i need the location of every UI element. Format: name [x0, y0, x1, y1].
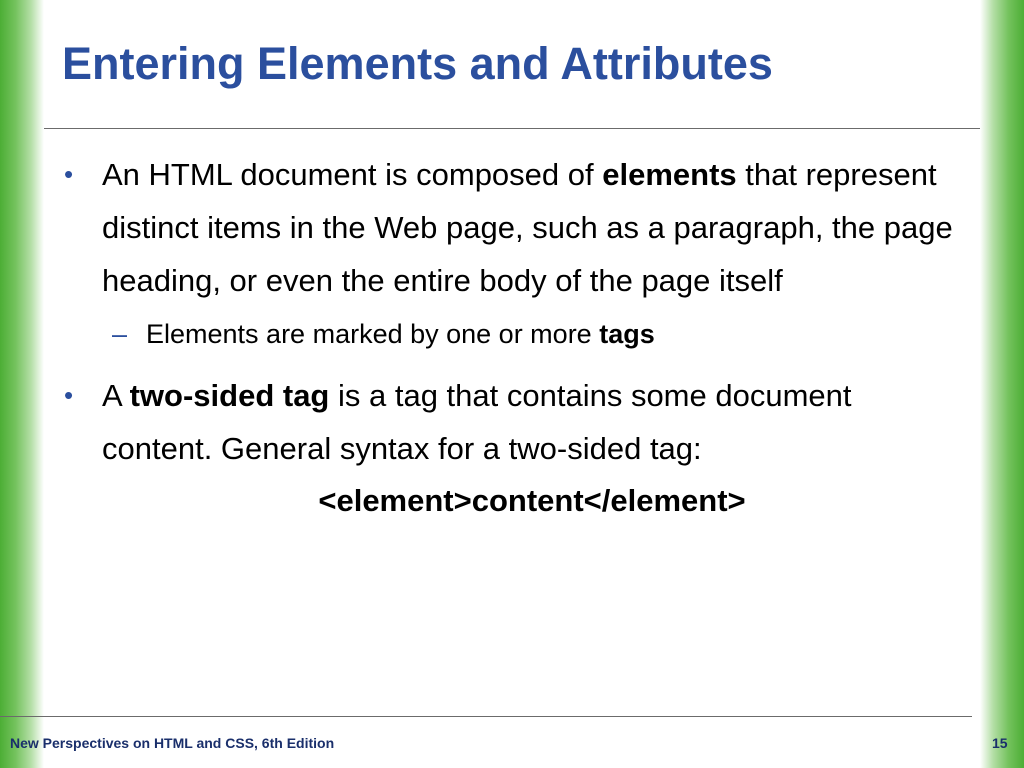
bullet-two-sided-tag — [62, 369, 962, 475]
syntax-example: <element>content</element> — [318, 483, 746, 518]
left-green-bar — [0, 0, 44, 768]
bullet-text-post: is a tag that contains some document content. General syntax for a two-sided tag: — [102, 378, 852, 466]
bullet-marker: • — [64, 159, 74, 189]
bullet-text-pre: An HTML document is composed of — [102, 157, 603, 192]
footer-book-title: New Perspectives on HTML and CSS, 6th Edition — [10, 735, 335, 751]
sub-bullet-text-bold: tags — [599, 319, 655, 349]
bullet-text-bold: elements — [602, 157, 737, 192]
sub-bullet-tags — [62, 313, 962, 355]
bullet-elements — [62, 148, 962, 307]
bullet-text-post: that represent distinct items in the Web page, such as a paragraph, the page heading, or even the entire body of the page itself — [102, 157, 953, 298]
footer-page-number: 15 — [992, 735, 1008, 751]
title-divider — [44, 128, 980, 129]
slide-title: Entering Elements and Attributes — [62, 38, 773, 89]
bullet-text-bold: two-sided tag — [129, 378, 330, 413]
sub-bullet-text-pre: Elements are marked by one or more — [146, 319, 600, 349]
bullet-marker: • — [64, 380, 74, 410]
sub-bullet-marker: – — [112, 319, 128, 349]
slide-content — [62, 148, 962, 527]
footer-divider — [0, 716, 972, 717]
right-green-bar — [980, 0, 1024, 768]
bullet-text-pre: A — [102, 378, 130, 413]
